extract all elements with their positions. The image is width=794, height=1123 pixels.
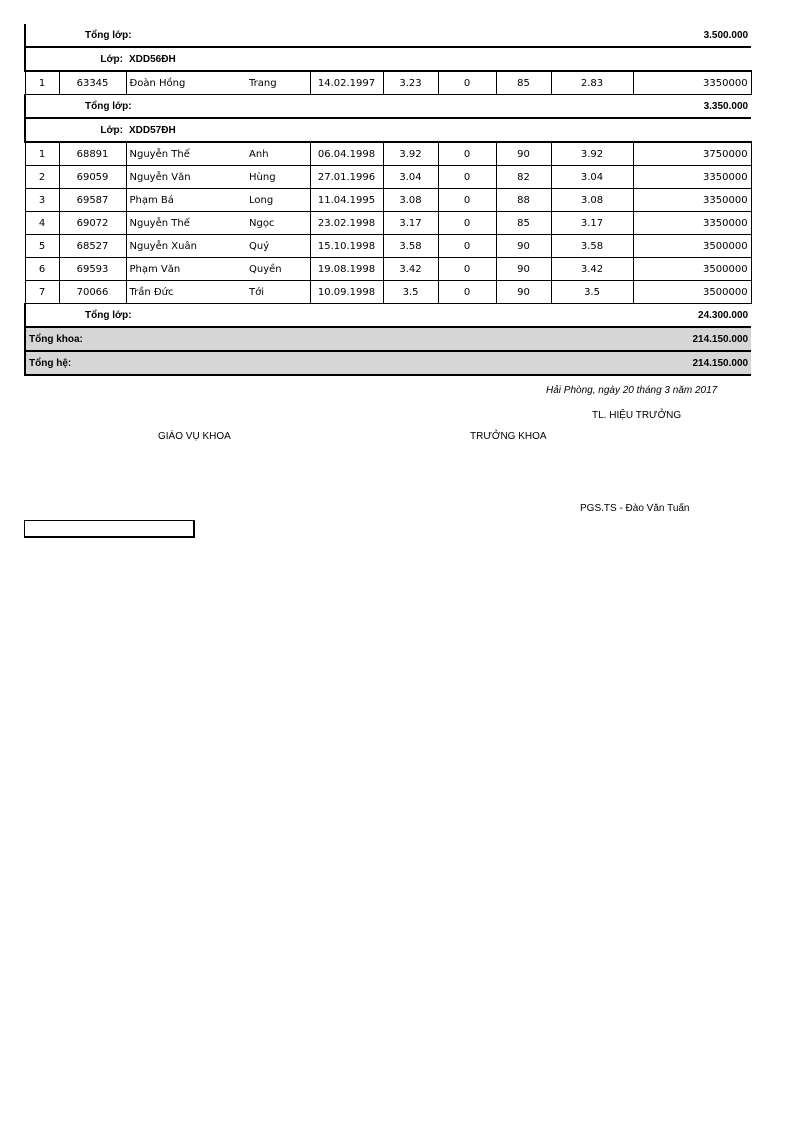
- table-cell: 14.02.1997: [310, 71, 383, 95]
- principal-title: TL. HIỆU TRƯỞNG: [592, 410, 682, 421]
- table-cell: Nguyễn Xuân: [126, 235, 246, 258]
- table-cell: Nguyễn Thế: [126, 212, 246, 235]
- table-cell: 0: [438, 258, 496, 281]
- table-cell: 3.23: [383, 71, 438, 95]
- table-cell: 85: [496, 212, 551, 235]
- faculty-total-value: 214.150.000: [246, 327, 751, 351]
- table-cell: Quyền: [246, 258, 310, 281]
- table-cell: 3.42: [551, 258, 633, 281]
- faculty-total-row: [25, 327, 751, 351]
- class-total-label: Tổng lớp:: [59, 95, 246, 119]
- system-total-value: 214.150.000: [246, 351, 751, 375]
- table-cell: 06.04.1998: [310, 142, 383, 166]
- table-cell: 90: [496, 281, 551, 304]
- table-cell: 1: [25, 71, 59, 95]
- table-cell: 11.04.1995: [310, 189, 383, 212]
- table-cell: 3.58: [383, 235, 438, 258]
- table-cell: 0: [438, 281, 496, 304]
- table-cell: Nguyễn Thế: [126, 142, 246, 166]
- table-cell: 68527: [59, 235, 126, 258]
- table-cell: Anh: [246, 142, 310, 166]
- date-line: Hải Phòng, ngày 20 tháng 3 năm 2017: [546, 385, 718, 396]
- table-cell: 4: [25, 212, 59, 235]
- table-row: [25, 71, 751, 95]
- table-cell: 70066: [59, 281, 126, 304]
- table-cell: Trang: [246, 71, 310, 95]
- table-cell: 3350000: [633, 166, 751, 189]
- table-cell: 69059: [59, 166, 126, 189]
- table-cell: Nguyễn Văn: [126, 166, 246, 189]
- table-cell: 3.04: [383, 166, 438, 189]
- table-cell: 68891: [59, 142, 126, 166]
- table-cell: 3.17: [551, 212, 633, 235]
- table-cell: Ngọc: [246, 212, 310, 235]
- student-tuition-table: [24, 24, 752, 376]
- table-cell: 3.42: [383, 258, 438, 281]
- table-cell: 0: [438, 71, 496, 95]
- table-cell: Trần Đức: [126, 281, 246, 304]
- table-cell: 27.01.1996: [310, 166, 383, 189]
- class-header-row: [25, 118, 751, 142]
- table-cell: 23.02.1998: [310, 212, 383, 235]
- table-cell: 3.5: [551, 281, 633, 304]
- table-cell: 3750000: [633, 142, 751, 166]
- table-cell: Tới: [246, 281, 310, 304]
- table-cell: 69587: [59, 189, 126, 212]
- table-cell: 0: [438, 235, 496, 258]
- table-cell: 82: [496, 166, 551, 189]
- table-cell: 3350000: [633, 71, 751, 95]
- table-cell: Hùng: [246, 166, 310, 189]
- table-cell: 63345: [59, 71, 126, 95]
- class-total-label: Tổng lớp:: [59, 304, 246, 328]
- table-cell: 3350000: [633, 189, 751, 212]
- table-cell: 5: [25, 235, 59, 258]
- table-cell: 69072: [59, 212, 126, 235]
- table-cell: Long: [246, 189, 310, 212]
- table-cell: 3.08: [551, 189, 633, 212]
- table-cell: Phạm Bá: [126, 189, 246, 212]
- table-cell: 7: [25, 281, 59, 304]
- class-label: Lớp:: [59, 47, 126, 71]
- class-total-value: 3.350.000: [246, 95, 751, 119]
- class-total-row: [25, 95, 751, 119]
- table-row: [25, 142, 751, 166]
- table-body: [25, 24, 751, 375]
- sheet-tab-box: [24, 520, 195, 538]
- table-row: [25, 235, 751, 258]
- class-name: XDD57ĐH: [126, 118, 751, 142]
- table-cell: 0: [438, 166, 496, 189]
- tuition-report-sheet: [24, 24, 750, 376]
- table-cell: 0: [438, 142, 496, 166]
- table-cell: Quý: [246, 235, 310, 258]
- system-total-label: Tổng hệ:: [25, 351, 246, 375]
- table-row: [25, 189, 751, 212]
- table-cell: 3500000: [633, 258, 751, 281]
- table-cell: 3500000: [633, 235, 751, 258]
- table-cell: 10.09.1998: [310, 281, 383, 304]
- class-total-value: 24.300.000: [246, 304, 751, 328]
- table-cell: 3: [25, 189, 59, 212]
- table-cell: 3.58: [551, 235, 633, 258]
- table-cell: 85: [496, 71, 551, 95]
- table-cell: 3.5: [383, 281, 438, 304]
- table-cell: 3.17: [383, 212, 438, 235]
- table-cell: 6: [25, 258, 59, 281]
- table-cell: 2.83: [551, 71, 633, 95]
- class-total-row: [25, 304, 751, 328]
- table-cell: 3.08: [383, 189, 438, 212]
- table-cell: 3.92: [551, 142, 633, 166]
- table-cell: 3350000: [633, 212, 751, 235]
- signer-name: PGS.TS - Đào Văn Tuấn: [580, 503, 690, 514]
- table-cell: 19.08.1998: [310, 258, 383, 281]
- table-row: [25, 281, 751, 304]
- table-row: [25, 166, 751, 189]
- class-total-value: 3.500.000: [246, 24, 751, 47]
- class-total-row: [25, 24, 751, 47]
- table-cell: 90: [496, 235, 551, 258]
- table-cell: Phạm Văn: [126, 258, 246, 281]
- academic-affairs-title: GIÁO VỤ KHOA: [158, 431, 231, 442]
- class-label: Lớp:: [59, 118, 126, 142]
- table-cell: 3.92: [383, 142, 438, 166]
- table-cell: 3.04: [551, 166, 633, 189]
- table-row: [25, 258, 751, 281]
- system-total-row: [25, 351, 751, 375]
- table-cell: 0: [438, 189, 496, 212]
- class-header-row: [25, 47, 751, 71]
- table-row: [25, 212, 751, 235]
- table-cell: 0: [438, 212, 496, 235]
- class-total-label: Tổng lớp:: [59, 24, 246, 47]
- table-cell: 88: [496, 189, 551, 212]
- table-cell: 15.10.1998: [310, 235, 383, 258]
- class-name: XDD56ĐH: [126, 47, 751, 71]
- table-cell: Đoàn Hồng: [126, 71, 246, 95]
- table-cell: 90: [496, 258, 551, 281]
- table-cell: 90: [496, 142, 551, 166]
- dean-title: TRƯỞNG KHOA: [470, 431, 547, 442]
- table-cell: 1: [25, 142, 59, 166]
- table-cell: 3500000: [633, 281, 751, 304]
- faculty-total-label: Tổng khoa:: [25, 327, 246, 351]
- table-cell: 2: [25, 166, 59, 189]
- table-cell: 69593: [59, 258, 126, 281]
